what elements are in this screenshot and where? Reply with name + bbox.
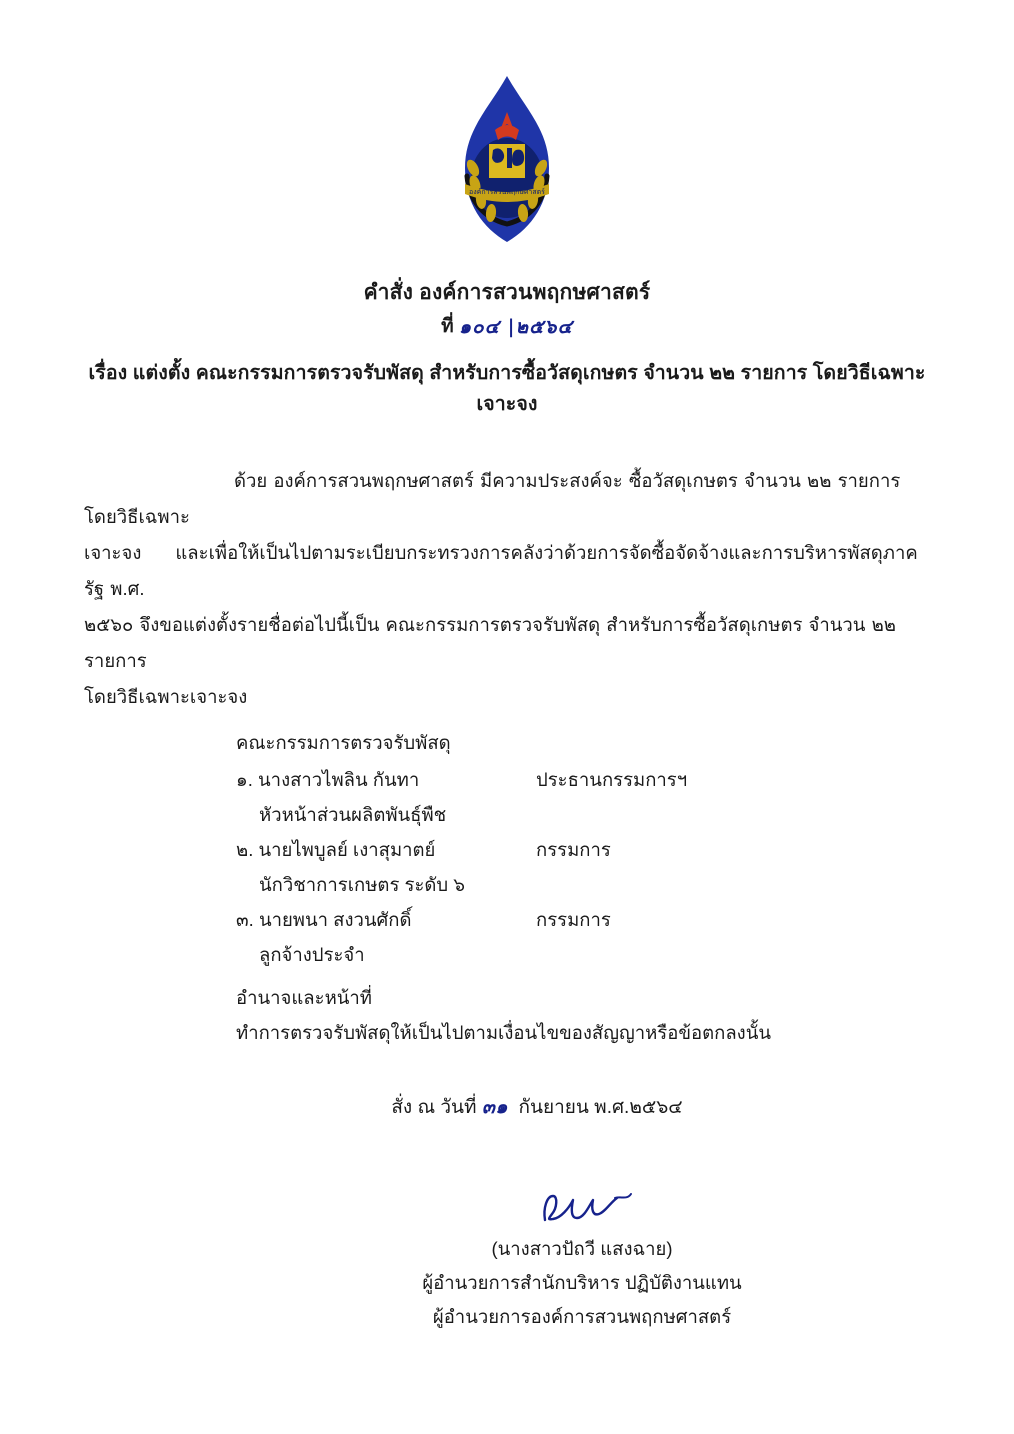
document-number-value: ๑๐๔ |๒๕๖๔ [458,316,573,338]
member-fullname: นายไพบูลย์ เงาสุมาตย์ [258,838,436,860]
member-fullname: นายพนา สงวนศักดิ์ [258,909,412,931]
committee-member-row [236,762,930,797]
intro-paragraph-line-2-lead: เจาะจง [84,542,142,564]
member-role: กรรมการ [536,838,611,860]
intro-paragraph [84,463,930,715]
intro-paragraph-line-3: ๒๕๖๐ จึงขอแต่งตั้งรายชื่อต่อไปนี้เป็น คณะกรรมการตรวจรับพัสดุ สำหรับการซื้อวัสดุเกษตร จำนวน ๒๒ รายการ [84,614,896,672]
signature-icon [234,1186,930,1230]
member-role: กรรมการ [536,909,611,931]
document-title: คำสั่ง องค์การสวนพฤกษศาสตร์ [363,281,651,304]
member-position: ลูกจ้างประจำ [259,944,365,966]
committee-heading: คณะกรรมการตรวจรับพัสดุ [236,732,451,754]
member-index: ๒. [236,838,254,860]
committee-member-row [236,902,930,937]
intro-paragraph-line-2: และเพื่อให้เป็นไปตามระเบียบกระทรวงการคลังว่าด้วยการจัดซื้อจัดจ้างและการบริหารพัสดุภาครัฐ พ.ศ. [84,542,918,600]
document-subject [84,357,930,419]
date-year: ๒๕๖๔ [629,1096,683,1118]
subject-label: เรื่อง [88,362,128,384]
intro-paragraph-line-1: ด้วย องค์การสวนพฤกษศาสตร์ มีความประสงค์จะ ซื้อวัสดุเกษตร จำนวน ๒๒ รายการ โดยวิธีเฉพาะ [84,470,901,528]
svg-text:องค์การสวนพฤกษศาสตร์: องค์การสวนพฤกษศาสตร์ [469,188,545,196]
date-year-prefix: พ.ศ. [594,1096,630,1118]
member-name [236,762,536,797]
organization-emblem-icon [437,72,577,262]
document-number-prefix: ที่ [441,316,454,337]
member-index: ๓. [236,909,254,931]
order-date-line [84,1089,930,1126]
intro-paragraph-line-4: โดยวิธีเฉพาะเจาะจง [84,686,248,708]
member-index: ๑. [236,768,253,790]
subject-text: แต่งตั้ง คณะกรรมการตรวจรับพัสดุ สำหรับการซื้อวัสดุเกษตร จำนวน ๒๒ รายการ โดยวิธีเฉพาะเจาะจง [132,362,926,415]
member-role: ประธานกรรมการฯ [536,768,688,790]
member-fullname: นางสาวไพลิน กันทา [258,768,420,790]
document-number-line [84,311,930,341]
member-position: หัวหน้าส่วนผลิตพันธุ์พืช [259,803,447,825]
member-name [236,832,536,867]
date-day: ๓๑ [481,1095,508,1118]
signature-block [84,1186,930,1335]
member-position: นักวิชาการเกษตร ระดับ ๖ [259,873,466,895]
authority-heading: อำนาจและหน้าที่ [236,987,372,1009]
signer-position-line-2: ผู้อำนวยการองค์การสวนพฤกษศาสตร์ [432,1306,732,1328]
signer-position-line-1: ผู้อำนวยการสำนักบริหาร ปฏิบัติงานแทน [422,1271,742,1293]
emblem-container [84,72,930,262]
authority-text: ทำการตรวจรับพัสดุให้เป็นไปตามเงื่อนไขของสัญญาหรือข้อตกลงนั้น [236,1022,771,1044]
committee-member-row [236,832,930,867]
member-name [236,902,536,937]
signer-name: (นางสาวปัถวี แสงฉาย) [491,1237,673,1259]
document-body [84,463,930,1334]
date-prefix: สั่ง ณ วันที่ [391,1096,477,1118]
date-month: กันยายน [518,1096,589,1118]
